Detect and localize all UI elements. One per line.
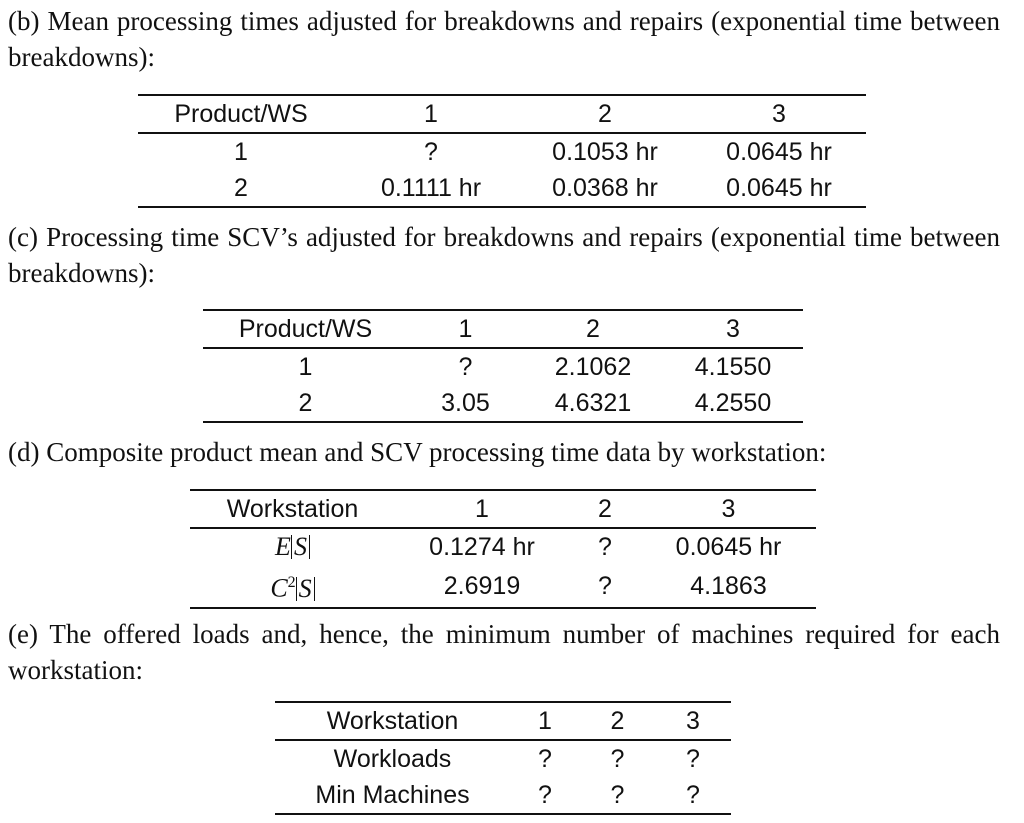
table-c-header-0: Product/WS bbox=[203, 310, 408, 348]
row-label-scv: $C^2$ S bbox=[190, 565, 395, 608]
table-e-header-3: 3 bbox=[655, 702, 731, 740]
table-b-cell: 0.0645 hr bbox=[726, 138, 832, 166]
table-b-header-1: 1 bbox=[344, 95, 518, 133]
table-b-cell: 0.0645 hr bbox=[692, 170, 866, 207]
table-row bbox=[203, 348, 803, 385]
table-e-cell: ? bbox=[610, 745, 625, 773]
table-d-cell: ? bbox=[569, 565, 641, 608]
table-c-cell: 4.1550 bbox=[694, 353, 772, 381]
table-e-cell: ? bbox=[510, 777, 580, 814]
table-e-cell: Workloads bbox=[333, 745, 452, 773]
table-b-cell: 1 bbox=[234, 138, 248, 166]
table-b-cell: 0.1111 hr bbox=[344, 170, 518, 207]
table-b-cell: 0.0368 hr bbox=[518, 170, 692, 207]
table-e-header-0: Workstation bbox=[275, 702, 510, 740]
table-d-cell: ? bbox=[598, 533, 612, 561]
table-b-cell: 0.1053 hr bbox=[552, 138, 658, 166]
table-b-header-3: 3 bbox=[692, 95, 866, 133]
table-b-header-2: 2 bbox=[518, 95, 692, 133]
table-d-cell: 0.1274 hr bbox=[429, 533, 535, 561]
section-b-text: (b) Mean processing times adjusted for breakdowns and repairs (exponential time between breakdowns): bbox=[8, 6, 1000, 72]
table-e-cell: ? bbox=[580, 777, 655, 814]
table-e-header-2: 2 bbox=[580, 702, 655, 740]
table-row bbox=[275, 740, 731, 777]
table-b-cell: ? bbox=[424, 138, 438, 166]
table-b-cell: 2 bbox=[138, 170, 344, 207]
table-c-cell: 2.1062 bbox=[554, 353, 632, 381]
table-row bbox=[203, 385, 803, 422]
table-e-cell: ? bbox=[538, 745, 552, 773]
table-d-header-2: 2 bbox=[569, 490, 641, 528]
table-d-header-0: Workstation bbox=[190, 490, 395, 528]
table-c-header-3: 3 bbox=[663, 310, 803, 348]
table-row bbox=[190, 528, 816, 565]
table-b bbox=[138, 94, 866, 208]
table-c-header-1: 1 bbox=[408, 310, 523, 348]
table-d-cell: 0.0645 hr bbox=[675, 533, 782, 561]
table-e bbox=[275, 701, 731, 815]
table-d-header-1: 1 bbox=[395, 490, 569, 528]
table-row bbox=[190, 565, 816, 608]
table-c-cell: 1 bbox=[298, 353, 313, 381]
table-e-cell: ? bbox=[655, 777, 731, 814]
section-c-text: (c) Processing time SCV’s adjusted for breakdowns and repairs (exponential time between breakdowns): bbox=[8, 222, 1000, 288]
table-row bbox=[138, 170, 866, 207]
table-c-cell: 2 bbox=[203, 385, 408, 422]
table-c-cell: 4.2550 bbox=[663, 385, 803, 422]
table-e-header-1: 1 bbox=[510, 702, 580, 740]
table-d-header-3: 3 bbox=[641, 490, 816, 528]
table-row bbox=[275, 777, 731, 814]
table-row bbox=[138, 133, 866, 170]
table-c-header-2: 2 bbox=[523, 310, 663, 348]
table-d bbox=[190, 489, 816, 609]
table-c-cell: 4.6321 bbox=[523, 385, 663, 422]
table-d-cell: 4.1863 bbox=[641, 565, 816, 608]
table-e-cell: Min Machines bbox=[275, 777, 510, 814]
table-c-cell: ? bbox=[458, 353, 473, 381]
table-d-cell: 2.6919 bbox=[395, 565, 569, 608]
row-label-expected-value: E S bbox=[190, 528, 395, 565]
section-e-text: (e) The offered loads and, hence, the minimum number of machines required for each workstation: bbox=[8, 619, 1000, 685]
table-c bbox=[203, 309, 803, 423]
table-e-cell: ? bbox=[686, 745, 700, 773]
table-b-header-0: Product/WS bbox=[138, 95, 344, 133]
section-d-text: (d) Composite product mean and SCV processing time data by workstation: bbox=[8, 437, 827, 467]
table-c-cell: 3.05 bbox=[408, 385, 523, 422]
